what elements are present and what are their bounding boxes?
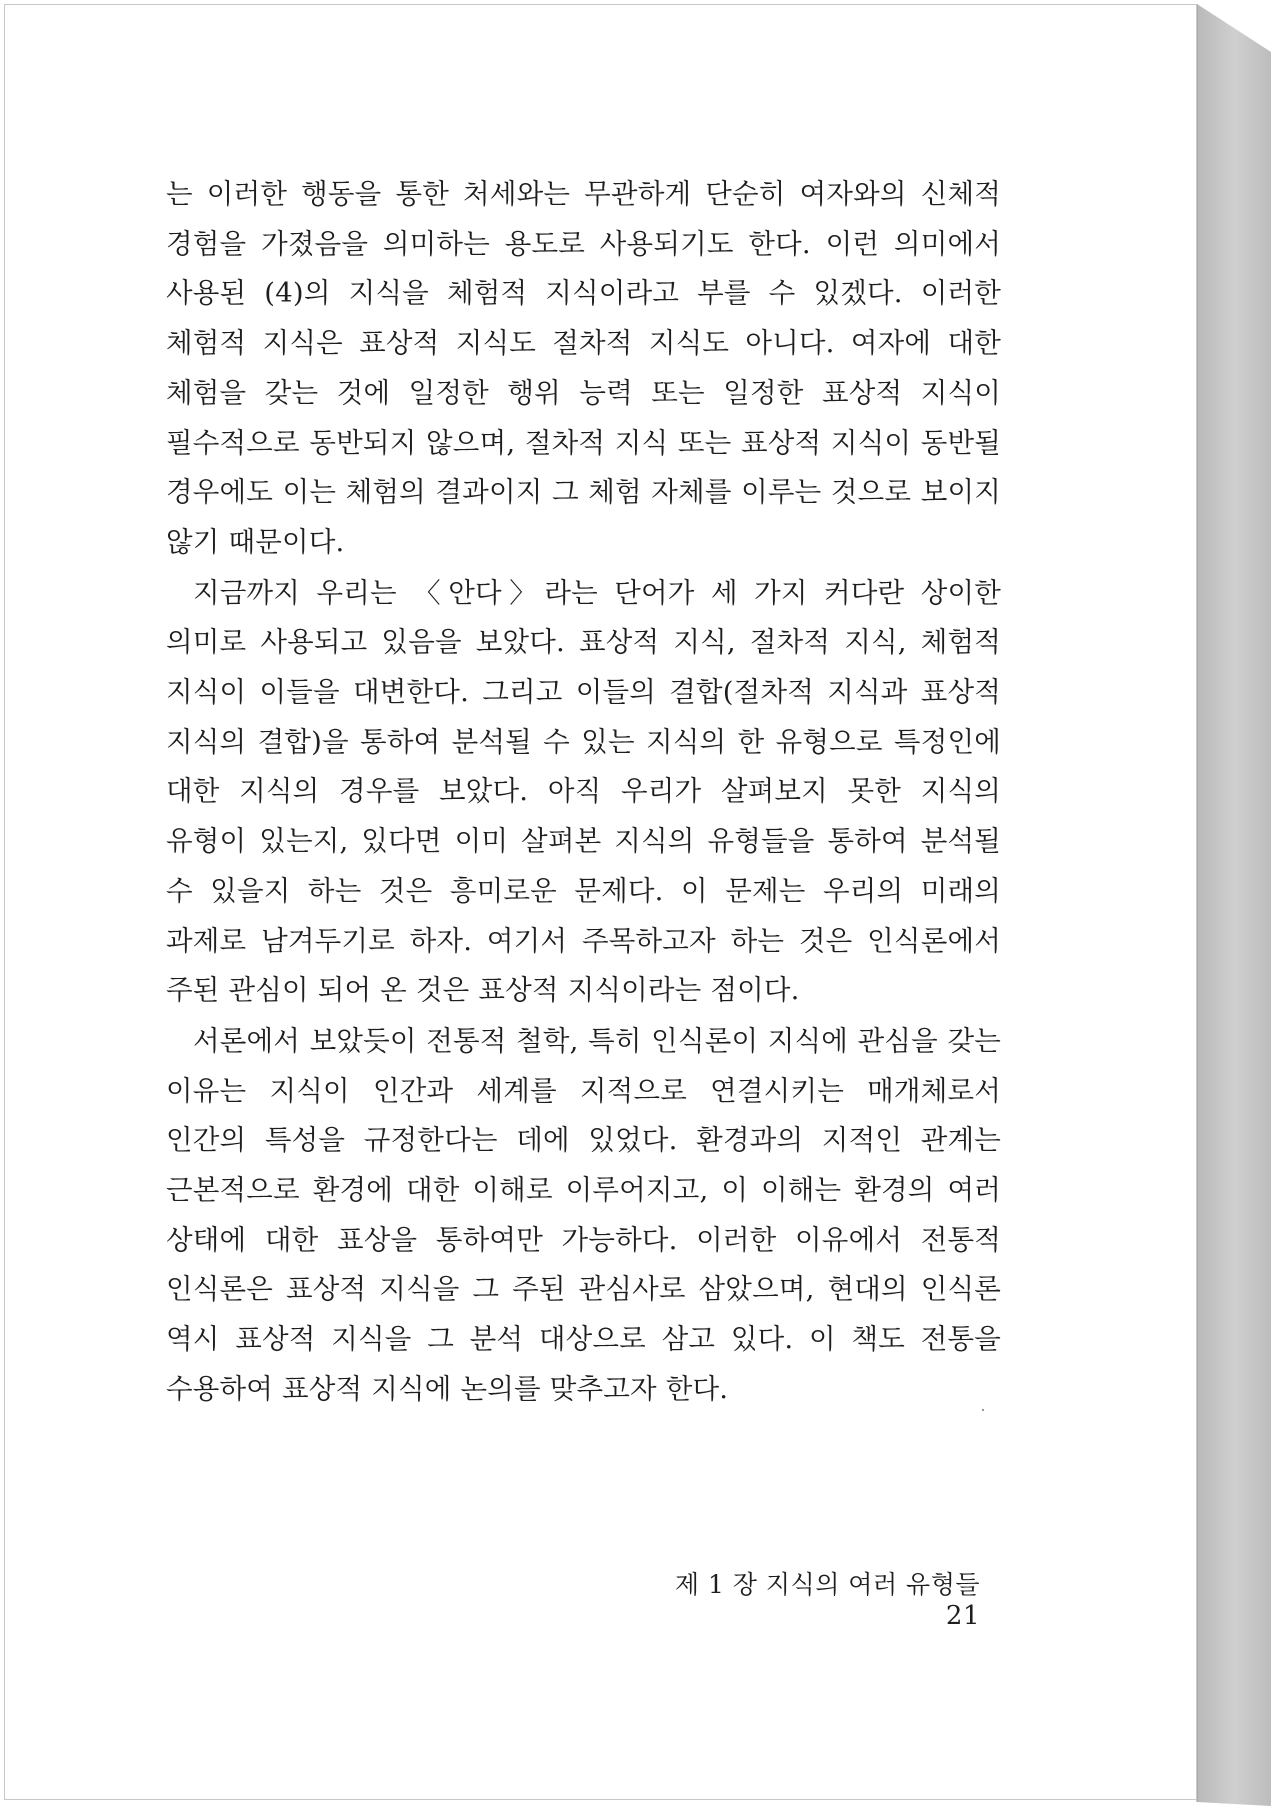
page-footer — [640, 1565, 980, 1631]
paragraph-3: 서론에서 보았듯이 전통적 철학, 특히 인식론이 지식에 관심을 갖는 이유는 지식이 인간과 세계를 지적으로 연결시키는 매개체로서 인간의 특성을 규정한다는 데에 있었다. 환경과의 지적인 관계는 근본적으로 환경에 대한 이해로 이루어지고, 이 이해는 환경의 여러 상태에 대한 표상을 통하여만 가능하다. 이러한 이유에서 전통적 인식론은 표상적 지식을 그 주된 관심사로 삼았으며, 현대의 인식론 역시 표상적 지식을 그 분석 대상으로 삼고 있다. 이 책도 전통을 수용하여 표상적 지식에 논의를 맞추고자 한다. — [166, 1024, 1001, 1405]
print-speck — [982, 1409, 984, 1411]
page-number: 21 — [945, 1601, 980, 1631]
chapter-title: 제 1 장 지식의 여러 유형들 — [674, 1570, 980, 1599]
paragraph-2: 지금까지 우리는 〈안다〉라는 단어가 세 가지 커다란 상이한 의미로 사용되고 있음을 보았다. 표상적 지식, 절차적 지식, 체험적 지식이 이들을 대변한다. 그리고 이들의 결합(절차적 지식과 표상적 지식의 결합)을 통하여 분석될 수 있는 지식의 한 유형으로 특정인에 대한 지식의 경우를 보았다. 아직 우리가 살펴보지 못한 지식의 유형이 있는지, 있다면 이미 살펴본 지식의 유형들을 통하여 분석될 수 있을지 하는 것은 흥미로운 문제다. 이 문제는 우리의 미래의 과제로 남겨두기로 하자. 여기서 주목하고자 하는 것은 인식론에서 주된 관심이 되어 온 것은 표상적 지식이라는 점이다. — [166, 576, 1001, 1007]
paragraph-1: 는 이러한 행동을 통한 처세와는 무관하게 단순히 여자와의 신체적 경험을 가졌음을 의미하는 용도로 사용되기도 한다. 이런 의미에서 사용된 (4)의 지식을 체험적 지식이라고 부를 수 있겠다. 이러한 체험적 지식은 표상적 지식도 절차적 지식도 아니다. 여자에 대한 체험을 갖는 것에 일정한 행위 능력 또는 일정한 표상적 지식이 필수적으로 동반되지 않으며, 절차적 지식 또는 표상적 지식이 동반될 경우에도 이는 체험의 결과이지 그 체험 자체를 이루는 것으로 보이지 않기 때문이다. — [166, 178, 1001, 558]
page-body — [166, 170, 1001, 1415]
